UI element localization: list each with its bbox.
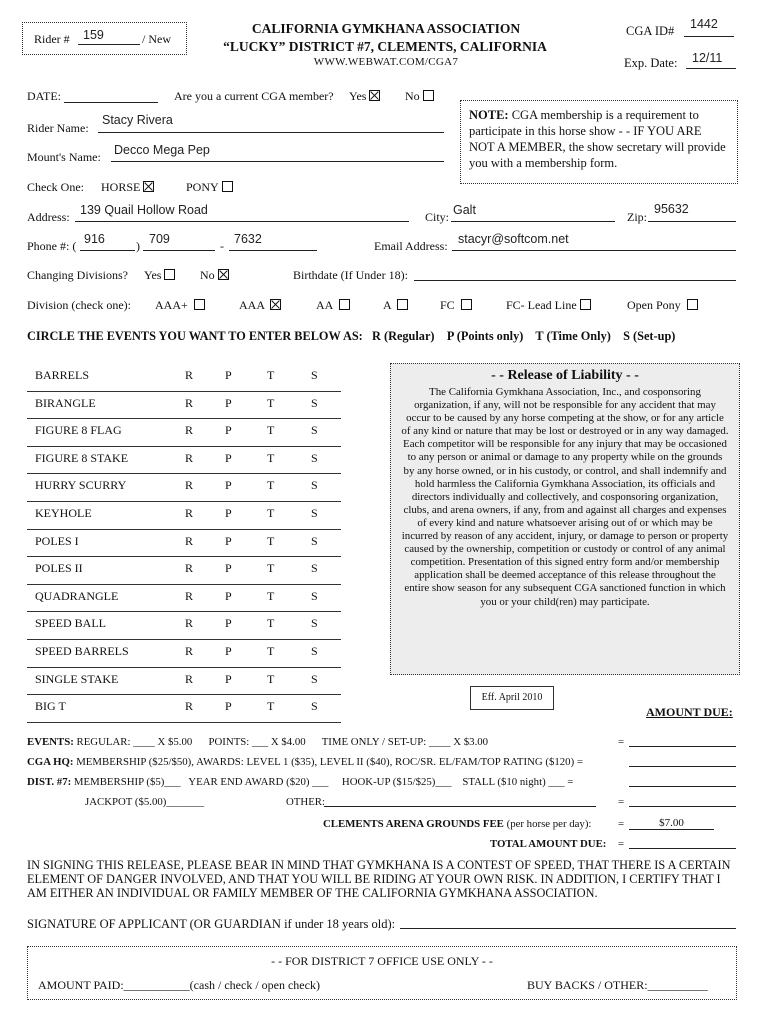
event-option-t[interactable]: T <box>267 671 275 686</box>
division-fc[interactable]: FC <box>440 298 472 313</box>
event-option-t[interactable]: T <box>267 395 275 410</box>
event-option-p[interactable]: P <box>225 561 232 576</box>
fee-events-equals: = <box>618 736 625 748</box>
event-option-s[interactable]: S <box>311 423 318 438</box>
email-label: Email Address: <box>374 239 448 253</box>
mount-name-label: Mount's Name: <box>27 150 101 164</box>
cga-id-value: 1442 <box>690 17 718 31</box>
fee-dist-line: DIST. #7: MEMBERSHIP ($5)___ YEAR END AWARD ($20) ___ HOOK-UP ($15/$25)___ STALL ($10 night) ___ = <box>27 776 574 788</box>
city-label: City: <box>425 210 450 224</box>
new-label: / New <box>142 32 171 46</box>
pony-checkbox[interactable] <box>222 181 233 192</box>
event-option-p[interactable]: P <box>225 671 232 686</box>
member-question: Are you a current CGA member? <box>174 89 334 103</box>
phone-paren: ) <box>136 239 140 253</box>
phone-area-value: 916 <box>84 232 105 246</box>
event-name: SINGLE STAKE <box>35 671 119 686</box>
org-name: CALIFORNIA GYMKHANA ASSOCIATION <box>251 21 521 36</box>
release-title: - - Release of Liability - - <box>491 368 639 383</box>
event-option-s[interactable]: S <box>311 450 318 465</box>
zip-label: Zip: <box>627 210 647 224</box>
event-option-p[interactable]: P <box>225 450 232 465</box>
district-title: “LUCKY” DISTRICT #7, CLEMENTS, CALIFORNIA <box>223 39 547 54</box>
signature-label: SIGNATURE OF APPLICANT (OR GUARDIAN if under 18 years old): <box>27 917 396 931</box>
event-option-t[interactable]: T <box>267 588 275 603</box>
event-option-t[interactable]: T <box>267 616 275 631</box>
event-option-s[interactable]: S <box>311 671 318 686</box>
signature-field[interactable] <box>400 916 736 929</box>
office-use-title: - - FOR DISTRICT 7 OFFICE USE ONLY - - <box>271 954 493 968</box>
fee-jackpot: JACKPOT ($5.00)_______ <box>85 796 205 808</box>
division-aaa-plus[interactable]: AAA+ <box>155 298 205 313</box>
event-name: FIGURE 8 FLAG <box>35 423 122 438</box>
fee-other-label: OTHER: <box>286 796 325 808</box>
amount-due-label: AMOUNT DUE: <box>646 705 733 719</box>
fee-other-equals: = <box>618 796 625 808</box>
event-option-p[interactable]: P <box>225 616 232 631</box>
mount-name-value: Decco Mega Pep <box>114 143 210 157</box>
division-open-pony[interactable]: Open Pony <box>627 298 698 313</box>
release-of-liability <box>390 363 740 675</box>
exp-date-value: 12/11 <box>692 51 723 65</box>
division-fc-lead-line-checkbox[interactable] <box>580 299 591 310</box>
member-yes-checkbox[interactable] <box>369 90 380 101</box>
event-row <box>27 364 341 392</box>
division-open-pony-checkbox[interactable] <box>687 299 698 310</box>
division-aaa-checkbox[interactable] <box>270 299 281 310</box>
division-aaa[interactable]: AAA <box>239 298 281 313</box>
total-equals: = <box>618 838 625 850</box>
exp-date-label: Exp. Date: <box>624 56 678 70</box>
division-a[interactable]: A <box>383 298 408 313</box>
division-label: Division (check one): <box>27 298 131 312</box>
event-row <box>27 530 341 558</box>
event-name: POLES I <box>35 533 79 548</box>
website: WWW.WEBWAT.COM/CGA7 <box>313 56 459 68</box>
event-option-p[interactable]: P <box>225 505 232 520</box>
event-option-s[interactable]: S <box>311 478 318 493</box>
event-row <box>27 474 341 502</box>
fee-cga-hq-amount[interactable] <box>629 755 736 767</box>
date-field[interactable] <box>64 88 158 103</box>
fee-events-amount[interactable] <box>629 735 736 747</box>
event-option-p[interactable]: P <box>225 643 232 658</box>
rider-number-value: 159 <box>83 28 104 42</box>
eff-date-badge: Eff. April 2010 <box>470 686 554 710</box>
event-option-s[interactable]: S <box>311 588 318 603</box>
member-no-checkbox[interactable] <box>423 90 434 101</box>
event-option-s[interactable]: S <box>311 643 318 658</box>
event-option-t[interactable]: T <box>267 533 275 548</box>
fee-other-field[interactable] <box>324 795 596 807</box>
event-option-r[interactable]: R <box>185 368 194 382</box>
event-option-r[interactable]: R <box>185 699 194 714</box>
total-amount-label: TOTAL AMOUNT DUE: <box>490 838 607 850</box>
event-option-s[interactable]: S <box>311 699 318 714</box>
date-label: DATE: <box>27 89 61 103</box>
event-row <box>27 585 341 613</box>
birthdate-label: Birthdate (If Under 18): <box>293 268 408 282</box>
event-option-s[interactable]: S <box>311 533 318 548</box>
event-option-s[interactable]: S <box>311 505 318 520</box>
event-name: BIRANGLE <box>35 395 96 410</box>
event-option-t[interactable]: T <box>267 478 275 493</box>
division-a-checkbox[interactable] <box>397 299 408 310</box>
event-option-r[interactable]: R <box>185 423 194 438</box>
event-row <box>27 447 341 475</box>
note-text: CGA membership is a requirement to participate in this horse show - - IF YOU ARE NOT A MEMBER, the show secretary will provide you with a membership form. <box>469 108 726 170</box>
total-amount-field[interactable] <box>629 837 736 849</box>
fee-dist-amount[interactable] <box>629 775 736 787</box>
event-option-s[interactable]: S <box>311 616 318 631</box>
address-label: Address: <box>27 210 70 224</box>
changing-yes[interactable]: Yes <box>144 268 175 283</box>
changing-no-checkbox[interactable] <box>218 269 229 280</box>
horse-checkbox[interactable] <box>143 181 154 192</box>
phone-dash: - <box>220 239 224 253</box>
event-name: SPEED BARRELS <box>35 643 129 658</box>
division-aa-checkbox[interactable] <box>339 299 350 310</box>
changing-divisions-label: Changing Divisions? <box>27 268 128 282</box>
event-option-r[interactable]: R <box>185 450 194 465</box>
birthdate-field[interactable] <box>414 266 736 281</box>
event-option-r[interactable]: R <box>185 533 194 548</box>
phone-line-value: 7632 <box>234 232 262 246</box>
event-option-r[interactable]: R <box>185 505 194 520</box>
changing-yes-checkbox[interactable] <box>164 269 175 280</box>
city-value: Galt <box>453 203 476 217</box>
event-option-t[interactable]: T <box>267 561 275 576</box>
event-option-p[interactable]: P <box>225 368 232 382</box>
horse-option[interactable]: HORSE <box>101 180 154 195</box>
division-aaa-plus-checkbox[interactable] <box>194 299 205 310</box>
division-fc-lead-line[interactable]: FC- Lead Line <box>506 298 591 313</box>
note-box <box>460 100 738 184</box>
grounds-fee-value: $7.00 <box>629 817 714 830</box>
event-option-t[interactable]: T <box>267 450 275 465</box>
phone-label: Phone #: ( <box>27 239 77 253</box>
fee-events-line: EVENTS: REGULAR: ____ X $5.00 POINTS: ___ X $4.00 TIME ONLY / SET-UP: ____ X $3.00 <box>27 736 489 748</box>
event-name: FIGURE 8 STAKE <box>35 450 129 465</box>
event-row <box>27 557 341 585</box>
amount-paid: AMOUNT PAID:___________(cash / check / open check) <box>38 978 320 992</box>
rider-name-label: Rider Name: <box>27 121 89 135</box>
events-table <box>27 364 341 723</box>
event-option-r[interactable]: R <box>185 395 194 410</box>
event-option-p[interactable]: P <box>225 533 232 548</box>
event-option-r[interactable]: R <box>185 616 194 631</box>
event-option-t[interactable]: T <box>267 423 275 438</box>
event-option-r[interactable]: R <box>185 561 194 576</box>
event-option-r[interactable]: R <box>185 643 194 658</box>
member-yes[interactable]: Yes <box>349 89 380 104</box>
event-option-s[interactable]: S <box>311 368 318 382</box>
event-option-p[interactable]: P <box>225 478 232 493</box>
event-option-t[interactable]: T <box>267 699 275 714</box>
event-row <box>27 695 341 723</box>
event-option-s[interactable]: S <box>311 561 318 576</box>
check-one-label: Check One: <box>27 180 84 194</box>
event-option-t[interactable]: T <box>267 505 275 520</box>
release-text: The California Gymkhana Association, Inc., and cosponsoring organization, if any, will not be responsible for any accident that may occur to be caused by any horse competing at the show, or for any article of any kind or nature that may be lost or destroyed or in any way damaged. Each competitor will be responsible for any injury that may be occasioned to any person or animal or damage to any property while on the grounds by any horse owned, or in his custody, or control, and shall indemnify and hold harmless the California Gymkhana Association, its officials and directors individually and collectively, and cosponsoring organization, clubs, and arena owners, if any, from and against all charges and expenses of every kind and nature whatsoever arising out of or which may be incurred by reason of any accident, injury, or damage to person or property caused by the ownership, competition or custody or control of any animal competition. Presentation of this signed entry form and/or membership application shall be deemed acceptance of this release throughout the entire show season for any subsequent CGA sanctioned function in which you or your child(ren) may participate. <box>401 386 729 608</box>
release-warning: IN SIGNING THIS RELEASE, PLEASE BEAR IN MIND THAT GYMKHANA IS A CONTEST OF SPEED, THAT THERE IS A CERTAIN ELEMENT OF DANGER INVOLVED, AND THAT YOU WILL BE RIDING AT YOUR OWN RISK. IN ADDITION, I CERTIFY THAT I AM EITHER AN INDIVIDUAL OR FAMILY MEMBER OF THE CALIFORNIA GYMKHANA ASSOCIATION. <box>27 858 731 900</box>
event-row <box>27 392 341 420</box>
event-option-p[interactable]: P <box>225 588 232 603</box>
rider-name-value: Stacy Rivera <box>102 113 173 127</box>
phone-prefix-value: 709 <box>149 232 170 246</box>
event-name: BIG T <box>35 699 66 714</box>
member-no[interactable]: No <box>405 89 434 104</box>
circle-instruction: CIRCLE THE EVENTS YOU WANT TO ENTER BELOW AS: R (Regular) P (Points only) T (Time Only) S (Set-up) <box>27 329 676 343</box>
event-name: BARRELS <box>35 368 90 382</box>
event-option-p[interactable]: P <box>225 699 232 714</box>
event-option-p[interactable]: P <box>225 395 232 410</box>
rider-number-label: Rider # <box>34 32 70 46</box>
event-row <box>27 640 341 668</box>
event-name: KEYHOLE <box>35 505 92 520</box>
event-option-t[interactable]: T <box>267 368 275 382</box>
event-row <box>27 419 341 447</box>
event-row <box>27 612 341 640</box>
division-fc-checkbox[interactable] <box>461 299 472 310</box>
event-option-r[interactable]: R <box>185 671 194 686</box>
event-name: HURRY SCURRY <box>35 478 127 493</box>
pony-option[interactable]: PONY <box>186 180 233 195</box>
division-aa[interactable]: AA <box>316 298 350 313</box>
event-row <box>27 668 341 696</box>
event-name: POLES II <box>35 561 83 576</box>
event-option-s[interactable]: S <box>311 395 318 410</box>
event-option-r[interactable]: R <box>185 588 194 603</box>
zip-value: 95632 <box>654 202 689 216</box>
fee-other-amount[interactable] <box>629 795 736 807</box>
email-value: stacyr@softcom.net <box>458 232 569 246</box>
grounds-fee-line: CLEMENTS ARENA GROUNDS FEE (per horse per day): <box>323 818 592 830</box>
event-row <box>27 502 341 530</box>
event-name: QUADRANGLE <box>35 588 119 603</box>
changing-no[interactable]: No <box>200 268 229 283</box>
note-title: NOTE: <box>469 108 509 122</box>
fee-cga-hq-line: CGA HQ: MEMBERSHIP ($25/$50), AWARDS: LEVEL 1 ($35), LEVEL II ($40), ROC/SR. EL/FAM/TOP RATING ($120) = <box>27 756 583 768</box>
event-option-t[interactable]: T <box>267 643 275 658</box>
event-option-r[interactable]: R <box>185 478 194 493</box>
grounds-fee-equals: = <box>618 818 625 830</box>
address-value: 139 Quail Hollow Road <box>80 203 208 217</box>
buy-backs: BUY BACKS / OTHER:__________ <box>527 978 708 992</box>
cga-id-label: CGA ID# <box>626 24 675 38</box>
event-name: SPEED BALL <box>35 616 107 631</box>
event-option-p[interactable]: P <box>225 423 232 438</box>
